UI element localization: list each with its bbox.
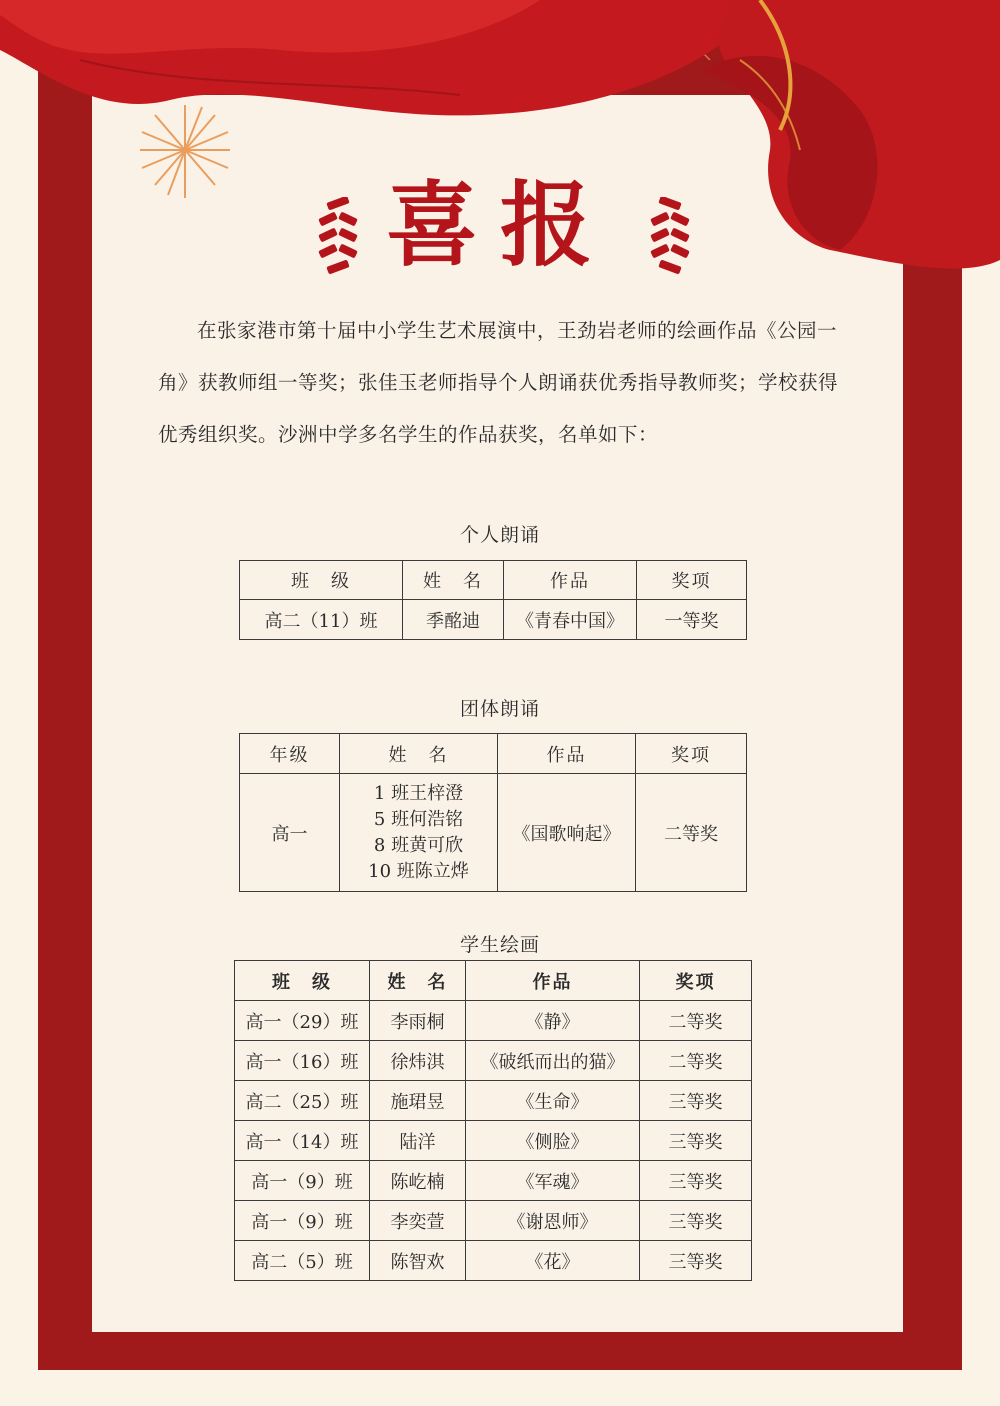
- cell-award: 一等奖: [637, 600, 747, 640]
- table-row: [240, 774, 747, 892]
- cell-work: 《侧脸》: [466, 1121, 640, 1161]
- individual-table: [239, 560, 747, 640]
- header-class: 班 级: [235, 961, 370, 1001]
- cell-name: 李奕萱: [370, 1201, 466, 1241]
- cell-name: 施珺昱: [370, 1081, 466, 1121]
- cell-class: 高二（25）班: [235, 1081, 370, 1121]
- cell-name: 徐炜淇: [370, 1041, 466, 1081]
- cell-class: 高一（29）班: [235, 1001, 370, 1041]
- header-work: 作品: [466, 961, 640, 1001]
- header-grade: 年级: [240, 734, 340, 774]
- cell-award: 三等奖: [640, 1241, 752, 1281]
- cell-work: 《生命》: [466, 1081, 640, 1121]
- table-row: [235, 1081, 752, 1121]
- table-header-row: [235, 961, 752, 1001]
- table-header-row: [240, 561, 747, 600]
- member-name: 5 班何浩铭: [373, 808, 464, 830]
- cell-name: 李雨桐: [370, 1001, 466, 1041]
- painting-table-body: [235, 1001, 752, 1281]
- header-award: 奖项: [636, 734, 747, 774]
- cell-work: 《谢恩师》: [466, 1201, 640, 1241]
- cell-award: 三等奖: [640, 1121, 752, 1161]
- cell-award: 二等奖: [640, 1001, 752, 1041]
- cell-class: 高一（16）班: [235, 1041, 370, 1081]
- cell-name: 陆洋: [370, 1121, 466, 1161]
- table-row: [240, 600, 747, 640]
- cell-award: 三等奖: [640, 1201, 752, 1241]
- header-name: 姓 名: [340, 734, 498, 774]
- cell-award: 二等奖: [640, 1041, 752, 1081]
- header-work: 作品: [498, 734, 636, 774]
- cell-work: 《军魂》: [466, 1161, 640, 1201]
- header-award: 奖项: [637, 561, 747, 600]
- section-title-painting: 学生绘画: [459, 934, 540, 956]
- cell-award: 二等奖: [636, 774, 747, 892]
- cell-work: 《静》: [466, 1001, 640, 1041]
- cell-grade: 高一: [240, 774, 340, 892]
- cell-name: 陈屹楠: [370, 1161, 466, 1201]
- member-name: 10 班陈立烨: [368, 860, 469, 882]
- section-title-individual: 个人朗诵: [459, 524, 540, 546]
- table-row: [235, 1201, 752, 1241]
- cell-class: 高二（5）班: [235, 1241, 370, 1281]
- cell-award: 三等奖: [640, 1161, 752, 1201]
- header-name: 姓 名: [403, 561, 504, 600]
- cell-class: 高一（9）班: [235, 1201, 370, 1241]
- cell-work: 《花》: [466, 1241, 640, 1281]
- page-title: 喜报: [385, 171, 614, 279]
- header-name: 姓 名: [370, 961, 466, 1001]
- cell-work: 《青春中国》: [504, 600, 637, 640]
- member-name: 1 班王梓澄: [373, 782, 464, 804]
- table-row: [235, 1001, 752, 1041]
- member-name: 8 班黄可欣: [373, 834, 464, 856]
- cell-class: 高一（9）班: [235, 1161, 370, 1201]
- cell-name: 季酩迪: [403, 600, 504, 640]
- header-award: 奖项: [640, 961, 752, 1001]
- cell-name: 陈智欢: [370, 1241, 466, 1281]
- cell-award: 三等奖: [640, 1081, 752, 1121]
- group-table: [239, 733, 747, 892]
- table-row: [235, 1121, 752, 1161]
- header-work: 作品: [504, 561, 637, 600]
- table-row: [235, 1241, 752, 1281]
- cell-class: 高二（11）班: [240, 600, 403, 640]
- title-area: [0, 165, 1000, 285]
- table-header-row: [240, 734, 747, 774]
- table-row: [235, 1041, 752, 1081]
- painting-table: [234, 960, 752, 1281]
- intro-text: 在张家港市第十届中小学生艺术展演中，王劲岩老师的绘画作品《公园一角》获教师组一等奖；张佳玉老师指导个人朗诵获优秀指导教师奖；学校获得优秀组织奖。沙洲中学多名学生的作品获奖，名单如下：: [158, 319, 839, 446]
- header-class: 班 级: [240, 561, 403, 600]
- intro-paragraph: [158, 305, 838, 461]
- cell-work: 《国歌响起》: [498, 774, 636, 892]
- table-row: [235, 1161, 752, 1201]
- section-title-group: 团体朗诵: [459, 698, 540, 720]
- cell-work: 《破纸而出的猫》: [466, 1041, 640, 1081]
- cell-class: 高一（14）班: [235, 1121, 370, 1161]
- cell-members: [340, 774, 498, 892]
